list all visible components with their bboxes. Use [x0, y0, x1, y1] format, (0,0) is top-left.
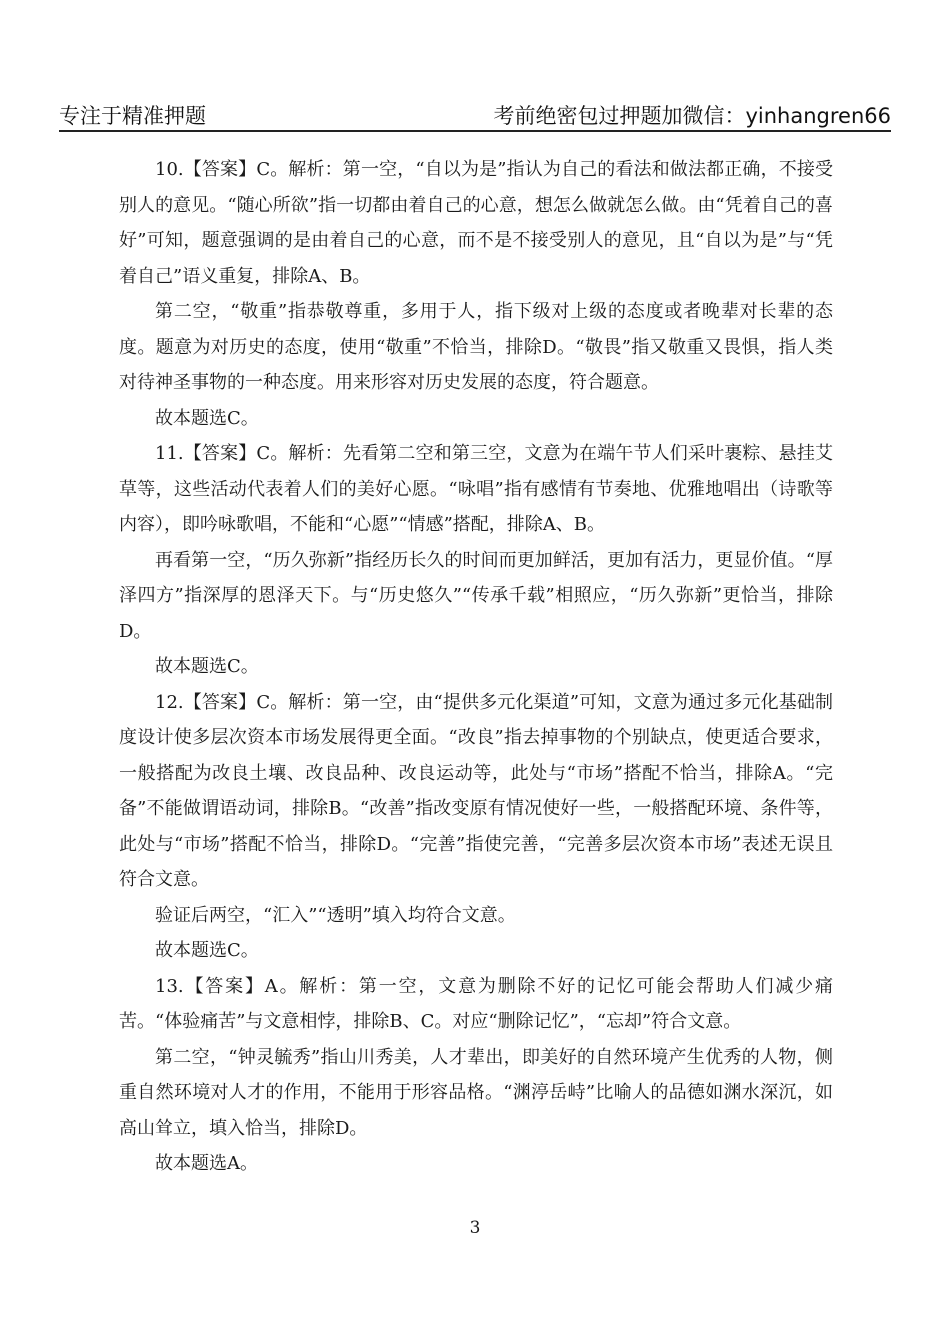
paragraph: 10.【答案】C。解析：第一空，“自以为是”指认为自己的看法和做法都正确，不接受别人的意见。“随心所欲”指一切都由着自己的心意，想怎么做就怎么做。由“凭着自己的喜好”可知，题意强调的是由着自己的心意，而不是不接受别人的意见，且“自以为是”与“凭着自己”语义重复，排除A、B。 — [119, 159, 833, 287]
page-number: 3 — [469, 1218, 481, 1238]
paragraph: 11.【答案】C。解析：先看第二空和第三空，文意为在端午节人们采叶裹粽、悬挂艾草等，这些活动代表着人们的美好心愿。“咏唱”指有感情有节奏地、优雅地唱出（诗歌等内容），即吟咏歌唱，不能和“心愿”“情感”搭配，排除A、B。 — [119, 443, 833, 535]
paragraph: 12.【答案】C。解析：第一空，由“提供多元化渠道”可知，文意为通过多元化基础制度设计使多层次资本市场发展得更全面。“改良”指去掉事物的个别缺点，使更适合要求，一般搭配为改良土壤、改良品种、改良运动等，此处与“市场”搭配不恰当，排除A。“完备”不能做谓语动词，排除B。“改善”指改变原有情况使好一些，一般搭配环境、条件等，此处与“市场”搭配不恰当，排除D。“完善”指使完善，“完善多层次资本市场”表述无误且符合文意。 — [119, 691, 833, 890]
paragraph: 故本题选C。 — [155, 656, 259, 677]
document-body — [119, 152, 833, 1182]
paragraph: 第二空，“敬重”指恭敬尊重，多用于人，指下级对上级的态度或者晚辈对长辈的态度。题意为对历史的态度，使用“敬重”不恰当，排除D。“敬畏”指又敬重又畏惧，指人类对待神圣事物的一种态度。用来形容对历史发展的态度，符合题意。 — [119, 301, 833, 393]
paragraph: 第二空，“钟灵毓秀”指山川秀美，人才辈出，即美好的自然环境产生优秀的人物，侧重自然环境对人才的作用，不能用于形容品格。“渊渟岳峙”比喻人的品德如渊水深沉，如高山耸立，填入恰当，排除D。 — [119, 1046, 833, 1139]
paragraph: 故本题选C。 — [155, 940, 259, 961]
paragraph: 故本题选A。 — [155, 1153, 258, 1174]
paragraph: 故本题选C。 — [155, 407, 259, 429]
paragraph: 再看第一空，“历久弥新”指经历长久的时间而更加鲜活，更加有活力，更显价值。“厚泽四方”指深厚的恩泽天下。与“历史悠久”“传承千载”相照应，“历久弥新”更恰当，排除D。 — [119, 549, 833, 642]
header-left-text: 专注于精准押题 — [59, 104, 206, 128]
header-right-text: 考前绝密包过押题加微信：yinhangren66 — [493, 104, 891, 128]
paragraph: 13.【答案】A。解析：第一空，文意为删除不好的记忆可能会帮助人们减少痛苦。“体验痛苦”与文意相悖，排除B、C。对应“删除记忆”，“忘却”符合文意。 — [119, 975, 833, 1032]
paragraph: 验证后两空，“汇入”“透明”填入均符合文意。 — [155, 904, 516, 926]
page-header — [59, 100, 891, 132]
